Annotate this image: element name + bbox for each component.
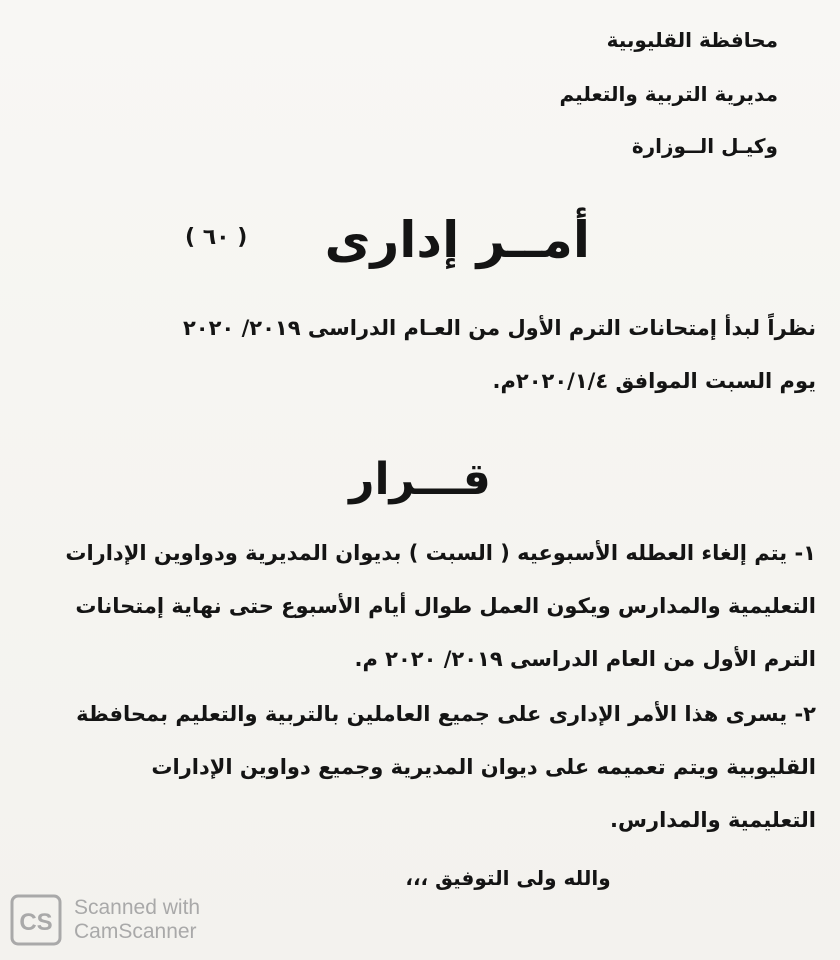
intro-line-1: نظراً لبدأ إمتحانات الترم الأول من العـام الدراسى ٢٠١٩/ ٢٠٢٠ (182, 316, 816, 340)
header-directorate: مديرية التربية والتعليم (559, 82, 778, 106)
item-1-line-3: الترم الأول من العام الدراسى ٢٠١٩/ ٢٠٢٠ م. (354, 647, 816, 671)
camscanner-watermark (8, 892, 228, 948)
decision-heading: قـــرار (349, 454, 491, 505)
title-row (0, 205, 840, 277)
camscanner-line-2: CamScanner (74, 920, 197, 943)
camscanner-line-1: Scanned with (74, 896, 201, 919)
closing-line: والله ولى التوفيق ،،، (405, 866, 611, 890)
camscanner-text (74, 896, 200, 944)
decision-item-2 (26, 688, 816, 847)
camscanner-logo-icon (10, 894, 62, 946)
header-undersecretary: وكيـل الــوزارة (631, 134, 778, 158)
item-1-line-1: ١- يتم إلغاء العطله الأسبوعيه ( السبت ) بديوان المديرية ودواوين الإدارات (65, 541, 816, 565)
item-2-line-1: ٢- يسرى هذا الأمر الإدارى على جميع العاملين بالتربية والتعليم بمحافظة (76, 702, 816, 726)
decision-item-1 (26, 527, 816, 686)
item-1-line-2: التعليمية والمدارس ويكون العمل طوال أيام الأسبوع حتى نهاية إمتحانات (75, 594, 816, 618)
item-2-line-2: القليوبية ويتم تعميمه على ديوان المديرية وجميع دواوين الإدارات (151, 755, 816, 779)
intro-line-2: يوم السبت الموافق ٢٠٢٠/١/٤م. (492, 369, 816, 393)
item-2-line-3: التعليمية والمدارس. (610, 808, 816, 832)
order-number: ( ٦٠ ) (185, 225, 248, 250)
intro-paragraph (26, 302, 816, 408)
header-governorate: محافظة القليوبية (606, 28, 778, 52)
document-title: أمــر إدارى (324, 211, 590, 269)
camscanner-logo-text: CS (19, 909, 53, 936)
